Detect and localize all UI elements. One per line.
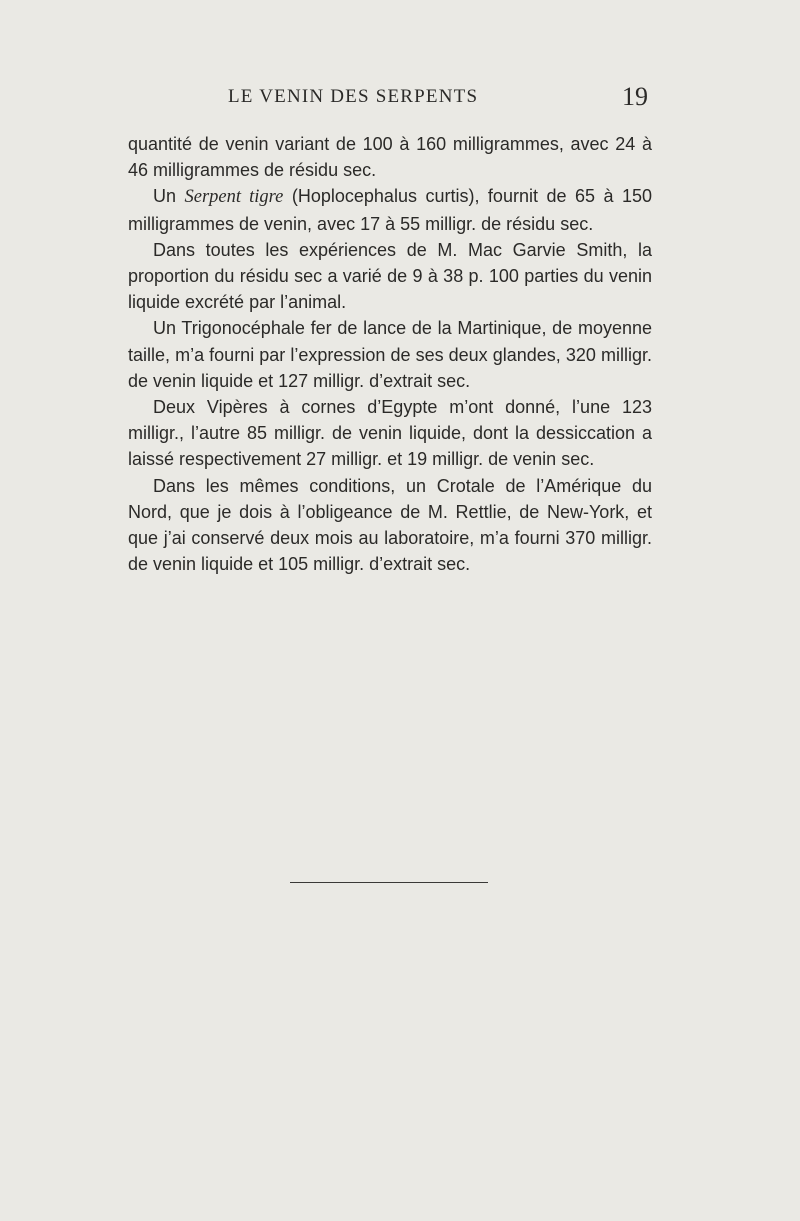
- paragraph-5: Deux Vipères à cornes d’Egypte m’ont donné, l’une 123 milligr., l’autre 85 milligr. de venin liquide, dont la dessiccation a laissé respectivement 27 milligr. et 19 milligr. de venin sec.: [128, 397, 652, 470]
- serpent-tigre-italic: Serpent tigre: [184, 187, 284, 208]
- running-title: LE VENIN DES SERPENTS: [228, 86, 479, 107]
- paragraph-2-rest: (Hoplocephalus curtis), fournit de 65 à 150 milligrammes de venin, avec 17 à 55 milligr. de résidu sec.: [128, 186, 653, 234]
- paragraph-4: Un Trigonocéphale fer de lance de la Martinique, de moyenne taille, m’a fourni par l’expression de ses deux glandes, 320 milligr. de venin liquide et 127 milligr. d’extrait sec.: [128, 318, 652, 391]
- paragraph-2: [128, 183, 652, 236]
- page-number: 19: [622, 82, 648, 111]
- paragraph-2-lead: Un: [153, 186, 185, 207]
- paragraph-6: Dans les mêmes conditions, un Crotale de l’Amérique du Nord, que je dois à l’obligeance de M. Rettlie, de New-York, et que j’ai conservé deux mois au laboratoire, m’a fourni 370 milligr. de venin liquide et 105 milligr. d’extrait sec.: [128, 475, 652, 575]
- paragraph-3: Dans toutes les expériences de M. Mac Garvie Smith, la proportion du résidu sec a varié de 9 à 38 p. 100 parties du venin liquide excrété par l’animal.: [128, 239, 652, 313]
- section-divider-rule: [290, 882, 488, 883]
- body-text: [128, 131, 652, 577]
- paragraph-1: quantité de venin variant de 100 à 160 milligrammes, avec 24 à 46 milligrammes de résidu sec.: [128, 134, 652, 181]
- running-head: [128, 82, 648, 116]
